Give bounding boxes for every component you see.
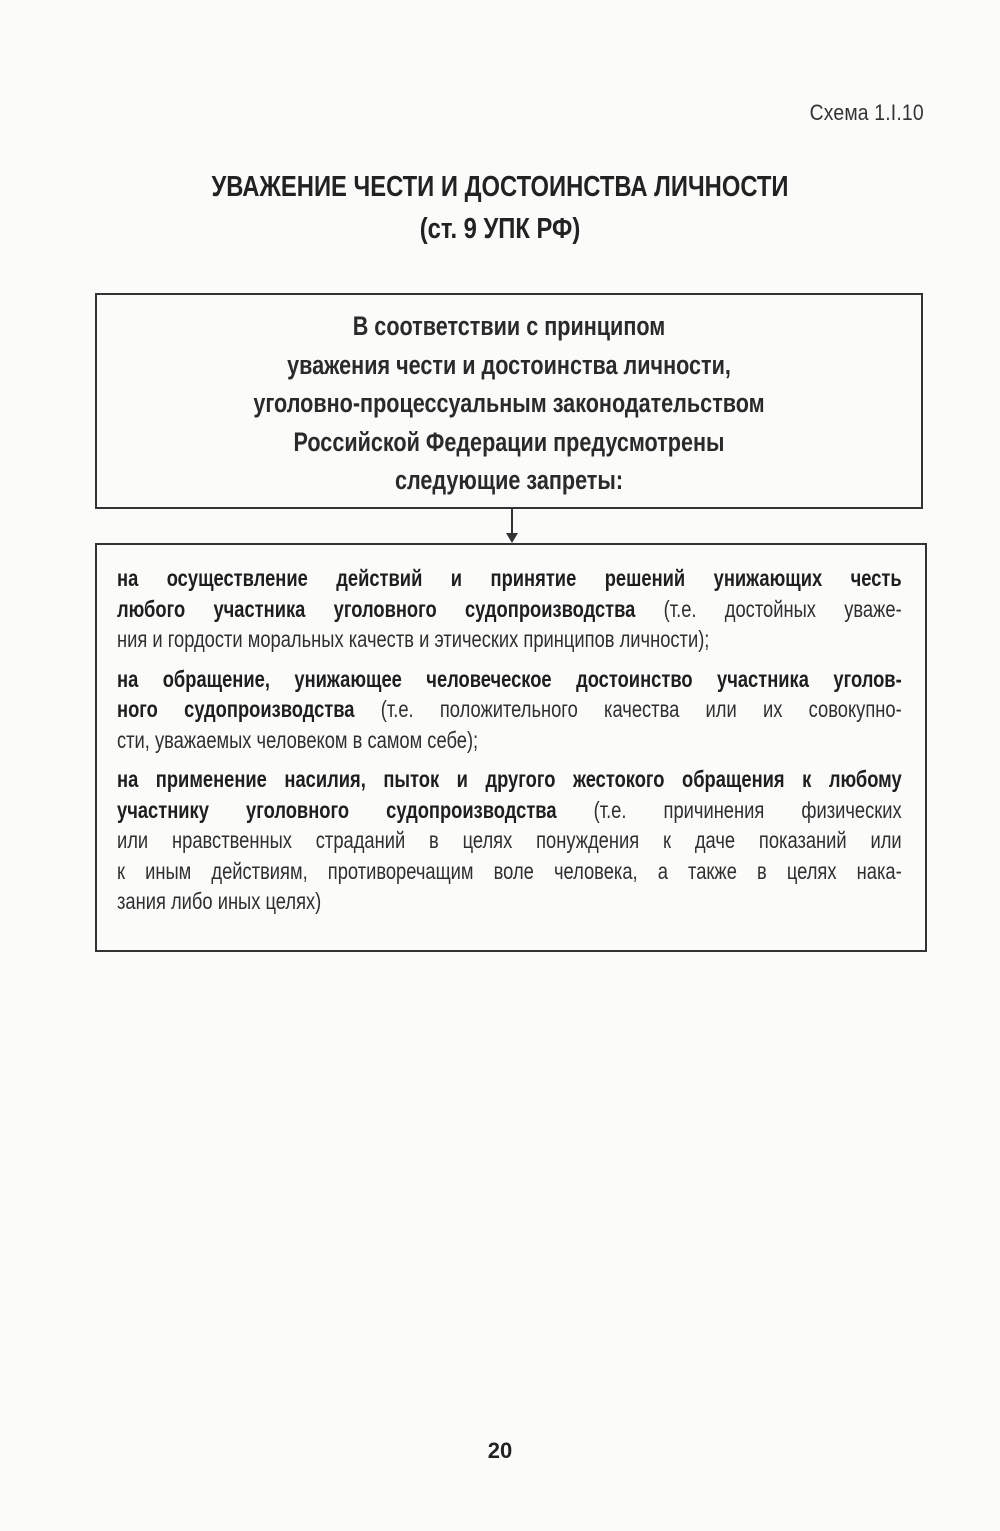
intro-line: Российской Федерации предусмотрены [293,426,725,457]
page-number: 20 [487,1438,513,1463]
intro-line: В соответствии с принципом [352,311,666,341]
intro-line: следующие запреты: [394,465,624,495]
title-line-2: (ст. 9 УПК РФ) [419,213,581,245]
prohibition-line: любого участника уголовного судопроизводства (т.е. достойных уваже- [117,595,902,622]
prohibition-line: к иным действиям, противоречащим воле человека, а также в целях нака- [117,857,902,884]
prohibition-line: на осуществление действий и принятие решений унижающих честь [117,565,902,591]
prohibition-line: участнику уголовного судопроизводства (т.е. причинения физических [117,796,902,823]
prohibition-line: на применение насилия, пыток и другого жестокого обращения к любому [117,766,902,792]
title-line-1: УВАЖЕНИЕ ЧЕСТИ И ДОСТОИНСТВА ЛИЧНОСТИ [211,171,789,203]
intro-line: уважения чести и достоинства личности, [287,349,731,380]
prohibition-item [117,664,902,756]
intro-text [97,307,921,500]
prohibition-item [117,563,902,655]
prohibition-item [117,764,902,917]
intro-line: уголовно-процессуальным законодательством [253,388,765,418]
down-arrow-icon [502,509,522,545]
prohibition-line: зания либо иных целях) [117,888,322,914]
prohibitions-box [95,543,927,952]
prohibition-line: или нравственных страданий в целях понуждения к даче показаний или [117,827,902,853]
intro-box [95,293,923,509]
scheme-number: Схема 1.І.10 [809,100,924,125]
prohibition-line: на обращение, унижающее человеческое достоинство участника уголов- [117,665,902,692]
prohibition-line: сти, уважаемых человеком в самом себе); [117,726,479,753]
prohibition-line: ного судопроизводства (т.е. положительного качества или их совокупно- [117,696,902,722]
prohibition-line: ния и гордости моральных качеств и этических принципов личности); [117,626,710,652]
diagram-title [0,166,1000,250]
prohibitions-list [117,563,902,926]
